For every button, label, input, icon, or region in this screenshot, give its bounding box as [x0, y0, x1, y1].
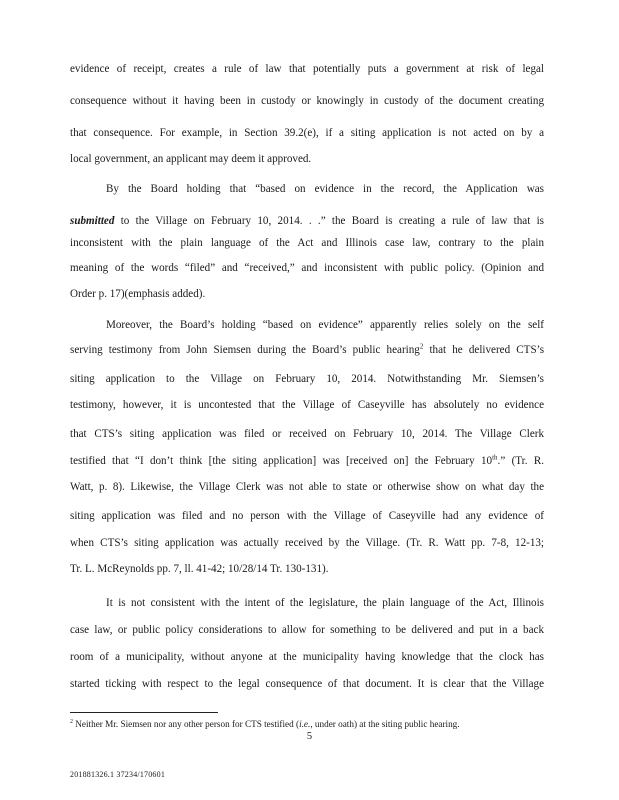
- paragraph-3-line-8: siting application was filed and no person with the Village of Caseyville had any evidence of: [70, 510, 544, 522]
- footnote-reference-2: 2: [419, 342, 424, 351]
- paragraph-4-line-1: It is not consistent with the intent of the legislature, the plain language of the Act, Illinois: [106, 597, 544, 609]
- page-number: 5: [306, 731, 313, 742]
- footnote-text-b: , under oath) at the siting public hearing.: [310, 719, 460, 729]
- paragraph-1-line-3: that consequence. For example, in Section 39.2(e), if a siting application is not acted on by a: [70, 127, 544, 139]
- paragraph-3-line-3: siting application to the Village on February 10, 2014. Notwithstanding Mr. Siemsen’s: [70, 373, 544, 385]
- paragraph-3-line-4: testimony, however, it is uncontested that the Village of Caseyville has absolutely no evidence: [70, 399, 544, 411]
- paragraph-2-line-5: Order p. 17)(emphasis added).: [70, 288, 206, 300]
- paragraph-3-line-10: Tr. L. McReynolds pp. 7, ll. 41-42; 10/28/14 Tr. 130-131).: [70, 563, 329, 575]
- paragraph-4-line-2: case law, or public policy considerations to allow for something to be delivered and put in a back: [70, 624, 544, 636]
- paragraph-1-line-4: local government, an applicant may deem it approved.: [70, 153, 312, 165]
- footnote-text-italic: i.e.: [299, 719, 311, 729]
- paragraph-4-line-3: room of a municipality, without anyone at the municipality having knowledge that the clock has: [70, 651, 544, 663]
- paragraph-3-line-2: [70, 343, 544, 357]
- paragraph-2-line-2-rest: to the Village on February 10, 2014. . .” the Board is creating a rule of law that is: [114, 215, 544, 227]
- footnote-separator: [70, 712, 218, 713]
- footnote-text-a: Neither Mr. Siemsen nor any other person for CTS testified (: [73, 719, 300, 729]
- paragraph-3-line-1: Moreover, the Board’s holding “based on evidence” apparently relies solely on the self: [106, 319, 544, 331]
- paragraph-2-line-4: meaning of the words “filed” and “received,” and inconsistent with public policy. (Opinion and: [70, 262, 544, 274]
- paragraph-3-line-2-b: that he delivered CTS’s: [423, 344, 545, 356]
- document-id: 201881326.1 37234/170601: [70, 770, 166, 779]
- paragraph-3-line-6: [70, 454, 544, 468]
- paragraph-2-line-2: [70, 214, 544, 228]
- footnote-2: [70, 718, 544, 730]
- paragraph-1-line-1: evidence of receipt, creates a rule of law that potentially puts a government at risk of legal: [70, 63, 544, 75]
- paragraph-1-line-2: consequence without it having been in custody or knowingly in custody of the document creating: [70, 95, 544, 107]
- emphasis-submitted: submitted: [70, 215, 115, 227]
- paragraph-4-line-4: started ticking with respect to the legal consequence of that document. It is clear that the Village: [70, 678, 544, 690]
- paragraph-2-line-3: inconsistent with the plain language of the Act and Illinois case law, contrary to the plain: [70, 237, 544, 249]
- paragraph-3-line-6-b: .” (Tr. R.: [497, 455, 544, 467]
- paragraph-3-line-6-a: testified that “I don’t think [the siting application] was [received on] the February 10: [70, 455, 493, 467]
- paragraph-2-line-1: By the Board holding that “based on evidence in the record, the Application was: [106, 183, 544, 195]
- paragraph-3-line-2-a: serving testimony from John Siemsen during the Board’s public hearing: [70, 344, 420, 356]
- paragraph-3-line-7: Watt, p. 8). Likewise, the Village Clerk was not able to state or otherwise show on what day the: [70, 481, 544, 493]
- paragraph-3-line-9: when CTS’s siting application was actually received by the Village. (Tr. R. Watt pp. 7-8, 12-13;: [70, 537, 544, 549]
- footnote-mark: 2: [70, 718, 73, 725]
- ordinal-suffix: th: [492, 453, 498, 462]
- paragraph-3-line-5: that CTS’s siting application was filed or received on February 10, 2014. The Village Clerk: [70, 428, 544, 440]
